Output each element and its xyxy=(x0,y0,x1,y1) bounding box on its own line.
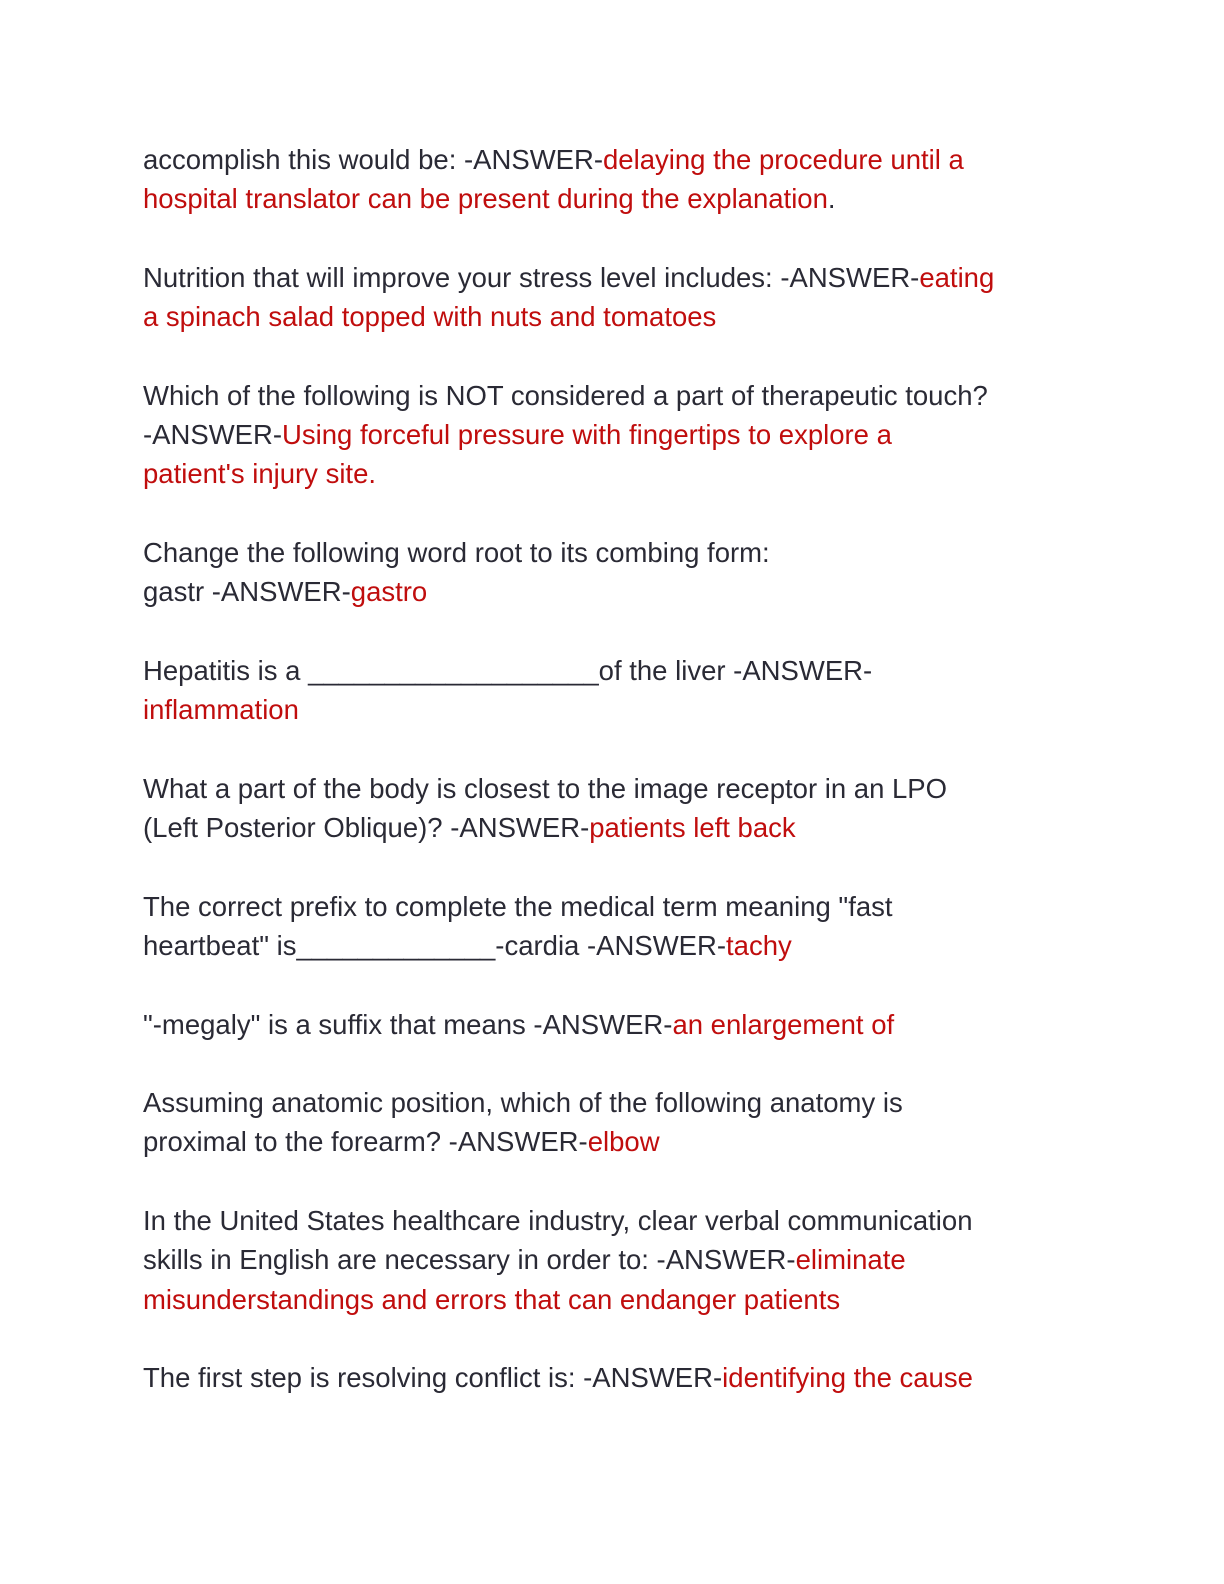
qa-item xyxy=(143,140,1083,219)
text-line xyxy=(143,1358,1083,1397)
answer-text: tachy xyxy=(726,929,792,961)
question-text: Assuming anatomic position, which of the following anatomy is xyxy=(143,1087,903,1119)
question-text: Hepatitis is a ___________________of the liver -ANSWER- xyxy=(143,654,873,686)
text-line xyxy=(143,1005,1083,1044)
text-line xyxy=(143,690,1083,729)
answer-text: eliminate xyxy=(795,1244,906,1276)
text-line xyxy=(143,179,1083,218)
text-line xyxy=(143,140,1083,179)
answer-text: inflammation xyxy=(143,694,299,726)
text-line xyxy=(143,769,1083,808)
question-text: In the United States healthcare industry, clear verbal communication xyxy=(143,1205,973,1237)
answer-text: an enlargement of xyxy=(672,1008,895,1040)
text-line xyxy=(143,1280,1083,1319)
question-text: The first step is resolving conflict is: -ANSWER- xyxy=(143,1362,723,1394)
question-text: proximal to the forearm? -ANSWER- xyxy=(143,1126,588,1158)
answer-text: delaying the procedure until a xyxy=(603,144,964,175)
qa-item xyxy=(143,1083,1083,1162)
qa-item xyxy=(143,651,1083,730)
qa-item xyxy=(143,376,1083,494)
text-line xyxy=(143,454,1083,493)
text-line xyxy=(143,887,1083,926)
question-text: Change the following word root to its combing form: xyxy=(143,536,770,568)
text-line xyxy=(143,1201,1083,1240)
text-line xyxy=(143,415,1083,454)
question-text: accomplish this would be: -ANSWER- xyxy=(143,144,604,175)
answer-text: Using forceful pressure with fingertips to explore a xyxy=(282,419,892,451)
answer-text: hospital translator can be present during the explanation xyxy=(143,183,828,215)
document-page xyxy=(143,140,1083,1437)
qa-item xyxy=(143,258,1083,337)
answer-text: gastro xyxy=(350,576,428,608)
question-text: skills in English are necessary in order to: -ANSWER- xyxy=(143,1244,796,1276)
answer-text: identifying the cause xyxy=(722,1362,973,1394)
question-text: The correct prefix to complete the medical term meaning "fast xyxy=(143,890,893,922)
question-text: "-megaly" is a suffix that means -ANSWER- xyxy=(143,1008,673,1040)
question-text: Which of the following is NOT considered a part of therapeutic touch? xyxy=(143,379,988,411)
answer-text: misunderstandings and errors that can endanger patients xyxy=(143,1283,841,1315)
qa-item xyxy=(143,769,1083,848)
text-line xyxy=(143,258,1083,297)
answer-text: a spinach salad topped with nuts and tomatoes xyxy=(143,301,717,333)
qa-item xyxy=(143,533,1083,612)
question-text: heartbeat" is_____________-cardia -ANSWER- xyxy=(143,929,727,961)
qa-item xyxy=(143,1358,1083,1397)
text-line xyxy=(143,651,1083,690)
question-text: gastr -ANSWER- xyxy=(143,576,351,608)
question-text: (Left Posterior Oblique)? -ANSWER- xyxy=(143,812,590,844)
text-line xyxy=(143,808,1083,847)
qa-item xyxy=(143,887,1083,966)
qa-item xyxy=(143,1201,1083,1319)
answer-text: elbow xyxy=(587,1126,660,1158)
text-line xyxy=(143,297,1083,336)
question-text: Nutrition that will improve your stress level includes: -ANSWER- xyxy=(143,261,920,293)
question-text: . xyxy=(827,183,836,215)
text-line xyxy=(143,533,1083,572)
text-line xyxy=(143,376,1083,415)
text-line xyxy=(143,926,1083,965)
answer-text: eating xyxy=(919,261,995,293)
text-line xyxy=(143,1122,1083,1161)
text-line xyxy=(143,1083,1083,1122)
answer-text: patient's injury site. xyxy=(143,458,376,490)
qa-item xyxy=(143,1005,1083,1044)
text-line xyxy=(143,572,1083,611)
answer-text: patients left back xyxy=(589,812,796,844)
text-line xyxy=(143,1240,1083,1279)
question-text: -ANSWER- xyxy=(143,419,283,451)
question-text: What a part of the body is closest to the image receptor in an LPO xyxy=(143,772,948,804)
